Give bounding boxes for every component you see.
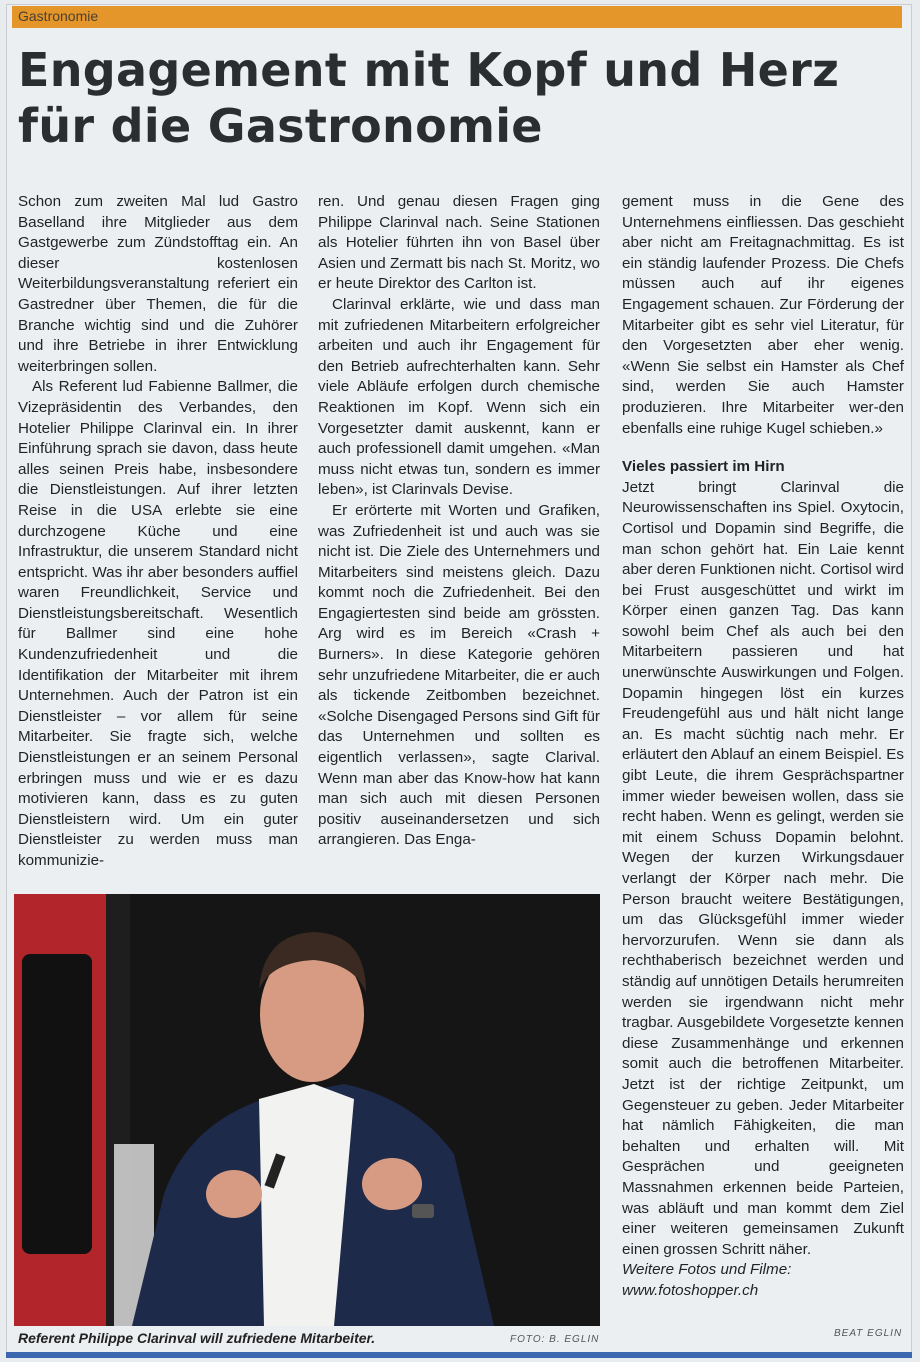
paragraph: Er erörterte mit Worten und Grafiken, was Zufriedenheit ist und auch was sie nicht ist. Die Ziele des Unternehmers und Mitarbeiters sind meistens gleich. Dazu kommt noch die Zufriedenheit. Bei den Engagiertesten sind beide am grössten. Arg wird es im Bereich «Crash + Burners». In diese Kategorie gehören sehr unzufriedene Mitarbeiter, die er auch als tickende Zeitbomben bezeichnet. «Solche Disengaged Persons sind Gift für das Unternehmen und sollten es eigentlich verlassen», sagte Clarival. Wenn man aber das Know-how hat kann man sich auch mit diesen Personen positiv auseinandersetzen und sich arrangieren. Das Enga- (318, 501, 600, 849)
paragraph: gement muss in die Gene des Unternehmens einfliessen. Das geschieht aber nicht am Freitagnachmittag. Es ist ein ständig laufender Prozess. Die Chefs müssen auch auf ihr eigenes Engagement schauen. Zur Förderung der Mitarbeiter gibt es sehr viel Literatur, für den Vorgesetzten aber eher wenig. «Wenn Sie selbst ein Hamster als Chef sind, werden Sie auch Hamster produzieren. Ihre Mitarbeiter wer-den ebenfalls eine ruhige Kugel schieben.» (622, 193, 904, 437)
paragraph: Clarinval erklärte, wie und dass man mit zufriedenen Mitarbeitern erfolgreicher arbeiten und auch ihr Engagement für den Betrieb aufrechterhalten kann. Sehr viele Abläufe erfolgen durch chemische Reaktionen im Kopf. Wenn sich ein Vorgesetzter damit auskennt, kann er auch professionell damit umgehen. «Man muss nicht etwas tun, sondern es immer leben», ist Clarinvals Devise. (318, 295, 600, 499)
subheading: Vieles passiert im Hirn (622, 458, 785, 476)
article-column-2 (318, 192, 600, 851)
article-column-3 (622, 192, 904, 1301)
paragraph: Als Referent lud Fabienne Ballmer, die Vizepräsidentin des Verbandes, den Hotelier Philippe Clarinval ein. In ihrer Einführung sprach sie davon, dass heute alles seinen Preis habe, insbesondere die Dienstleistungen. Auf ihrer letzten Reise in die USA erlebte sie eine durchzogene Küche und eine Infrastruktur, die unserem Standard nicht entspricht. Was ihr aber besonders auffiel waren Freundlichkeit, Service und Dienstleistungsbereitschaft. Wesentlich für Ballmer sind eine hohe Kundenzufriedenheit und die Identifikation der Mitarbeiter mit ihrem Unternehmen. Auch der Patron ist ein Dienstleister – vor allem für seine Mitarbeiter. Sie fragte sich, welche Dienstleistungen er an seinem Personal erbringen muss und wie er es dazu motivieren kann, dass es zu guten Dienstleistern wird. Um ein guter Dienstleister zu werden muss man kommunizie- (18, 378, 298, 869)
more-photos-link[interactable]: Weitere Fotos und Filme: www.fotoshopper.ch (622, 1261, 792, 1299)
headline-line-2: für die Gastronomie (18, 99, 543, 153)
bottom-rule (6, 1352, 912, 1358)
speaker-photo-illustration (14, 894, 600, 1326)
paragraph: Jetzt bringt Clarinval die Neurowissenschaften ins Spiel. Oxytocin, Cortisol und Dopamin sind Begriffe, die man schon gehört hat. Ein Laie kennt aber deren Funktionen nicht. Cortisol wird bei Frust ausgeschüttet und wirkt im Körper einen ganzen Tag. Das kann sowohl beim Chef als auch bei den Mitarbeitern passieren und hat unerwünschte Auswirkungen und Folgen. Dopamin hingegen löst ein kurzes Freudengefühl aus und hält nicht lange an. Es macht süchtig nach mehr. Er erläutert den Ablauf an einem Beispiel. Es gibt Leute, die ihrem Gesprächspartner immer wieder beweisen wollen, dass sie recht haben. Wenn es gelingt, werden sie mit einem Schuss Dopamin belohnt. Wegen der kurzen Wirkungsdauer verlangt der Körper nach mehr. Die Person braucht weitere Bestätigungen, um das Glücksgefühl immer wieder hervorzurufen. Wenn sie dann als rechthaberisch bezeichnet werden und ständig auf unnötigen Details herumreiten werden sie irgendwann nicht mehr tragbar. Ausgebildete Vorgesetzte kennen diese Zusammenhänge und erkennen somit auch die betroffenen Mitarbeiter. Jetzt ist der richtige Zeitpunkt, um Gegensteuer zu geben. Jeder Mitarbeiter hat nämlich Fähigkeiten, die man behalten und erhalten will. Mit Gesprächen und geeigneten Massnahmen erkennen beide Parteien, was abläuft und man kommt dem Ziel einer weiteren gemeinsamen Zukunft einen grossen Schritt näher. (622, 478, 904, 1258)
paragraph: Schon zum zweiten Mal lud Gastro Baselland ihre Mitglieder aus dem Gastgewerbe zum Zündstofftag ein. An dieser kostenlosen Weiterbildungsveranstaltung referiert ein Gastredner über Themen, die für die Branche wichtig sind und die Zuhörer und ihre Betriebe in ihrer Entwicklung weiterbringen sollen. (18, 193, 298, 375)
paragraph: ren. Und genau diesen Fragen ging Philippe Clarinval nach. Seine Stationen als Hotelier führten ihn von Basel über Asien und Zermatt bis nach St. Moritz, wo er heute Direktor des Carlton ist. (318, 193, 600, 293)
author-byline: BEAT EGLIN (834, 1328, 903, 1339)
headline-line-1: Engagement mit Kopf und Herz (18, 43, 840, 97)
section-bar (12, 6, 902, 28)
article-column-1 (18, 192, 298, 872)
headline (18, 42, 898, 154)
speaker-photo (14, 894, 600, 1326)
photo-credit: FOTO: B. EGLIN (510, 1334, 600, 1345)
photo-caption: Referent Philippe Clarinval will zufriedene Mitarbeiter. (18, 1330, 376, 1346)
section-label: Gastronomie (18, 8, 99, 24)
